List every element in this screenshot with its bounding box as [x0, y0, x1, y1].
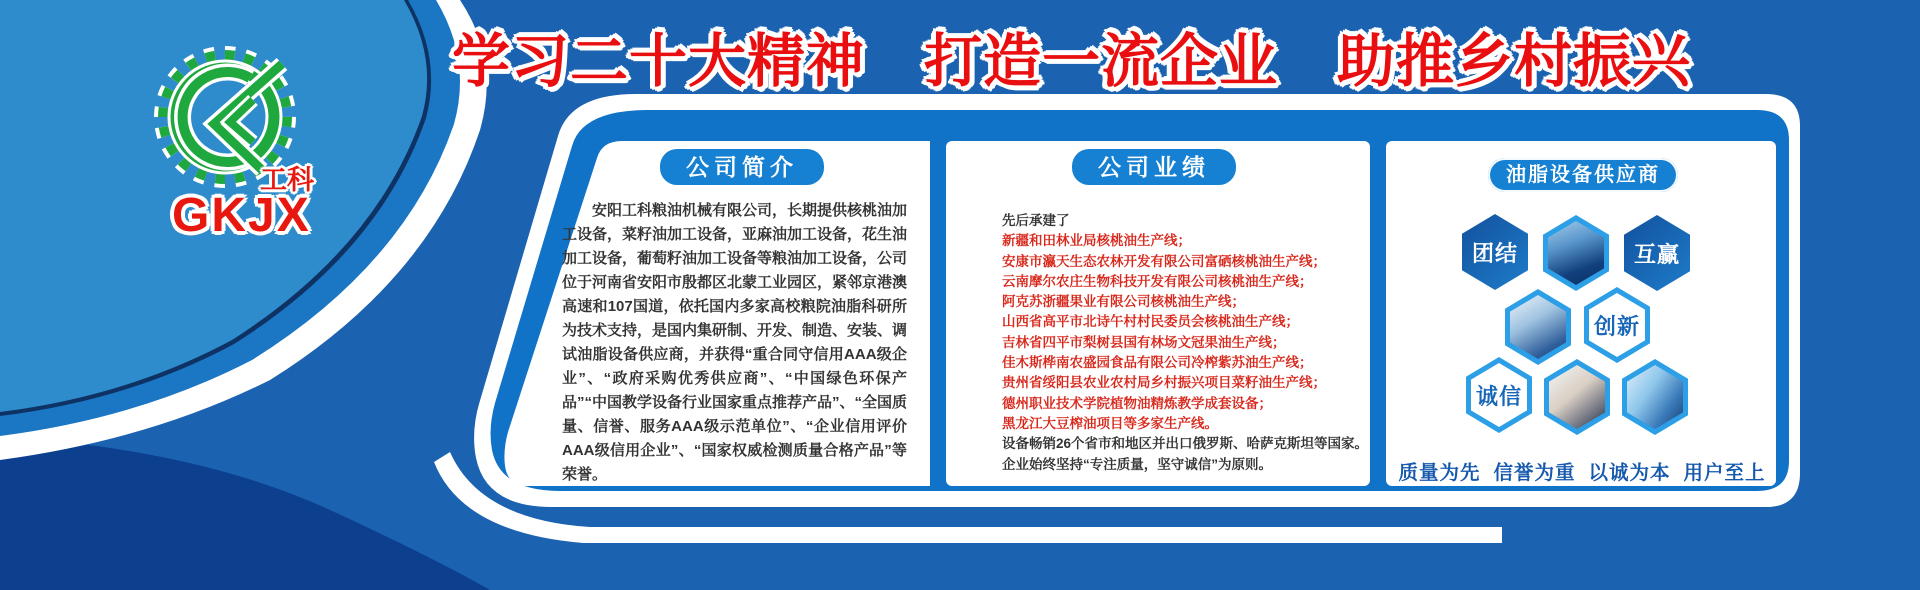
supplier-slogan — [1386, 457, 1778, 485]
project-line: 云南摩尔农庄生物科技开发有限公司核桃油生产线； — [1002, 273, 1313, 289]
hexagon-integrity: 诚信 — [1462, 353, 1536, 437]
project-line: 山西省高平市北诗午村村民委员会核桃油生产线； — [1002, 314, 1299, 330]
logo-acronym: GKJX — [172, 189, 311, 242]
project-line: 阿克苏浙疆果业有限公司核桃油生产线； — [1002, 294, 1245, 310]
achievements-footer-line: 设备畅销26个省市和地区并出口俄罗斯、哈萨克斯坦等国家。 — [1002, 436, 1369, 452]
hexagon-innovation: 创新 — [1580, 283, 1654, 367]
panel-intro-title: 公司简介 — [660, 149, 824, 185]
slogan-phrase: 质量为先 — [1398, 462, 1481, 484]
hexagon-winwin: 互赢 — [1620, 211, 1694, 295]
slogan-phrase: 用户至上 — [1683, 462, 1766, 484]
project-line: 新疆和田林业局核桃油生产线； — [1002, 233, 1191, 249]
achievements-intro-line: 先后承建了 — [1002, 213, 1070, 228]
project-line: 吉林省四平市梨树县国有林场文冠果油生产线； — [1002, 334, 1286, 350]
slogan-phrase: 信誉为重 — [1493, 462, 1576, 484]
handshake-photo-hexagon — [1540, 355, 1614, 439]
skyscraper-photo-hexagon — [1618, 355, 1692, 439]
project-line: 贵州省绥阳县农业农村局乡村振兴项目菜籽油生产线； — [1002, 375, 1326, 391]
slogan-phrase: 以诚为本 — [1588, 462, 1671, 484]
project-line: 德州职业技术学院植物油精炼教学成套设备； — [1002, 395, 1272, 411]
panel-achievements-list — [1002, 211, 1369, 475]
banner-title: 学习二十大精神 打造一流企业 助推乡村振兴 — [452, 29, 1692, 94]
achievements-footer-line: 企业始终坚持“专注质量，坚守诚信”为原则。 — [1002, 456, 1272, 472]
project-line: 黑龙江大豆榨油项目等多家生产线。 — [1002, 415, 1218, 431]
panel-supplier-title: 油脂设备供应商 — [1488, 158, 1678, 192]
project-line: 安康市瀛天生态农林开发有限公司富硒核桃油生产线； — [1002, 253, 1326, 269]
project-line: 佳木斯桦南农盛园食品有限公司冷榨紫苏油生产线； — [1002, 355, 1313, 371]
panel-achievements-title: 公司业绩 — [1072, 149, 1236, 185]
hexagon-unity: 团结 — [1458, 210, 1532, 294]
panel-intro-paragraph: 安阳工科粮油机械有限公司，长期提供核桃油加工设备，菜籽油加工设备，亚麻油加工设备，花生油加工设备，葡萄籽油加工设备等粮油加工设备，公司位于河南省安阳市殷都区北蒙工业园区，紧邻京港澳高速和107国道，依托国内多家高校粮院油脂科研所为技术支持，是国内集研制、开发、制造、安装、调试油脂设备供应商，并获得“重合同守信用AAA级企业”、“政府采购优秀供应商”、“中国绿色环保产品”“中国教学设备行业国家重点推荐产品”、“全国质量、信誉、服务AAA级示范单位”、“企业信用评价AAA级信用企业”、“国家权威检测质量合格产品”等荣誉。 — [562, 202, 908, 483]
logo-company-short: 工科 — [260, 165, 314, 195]
